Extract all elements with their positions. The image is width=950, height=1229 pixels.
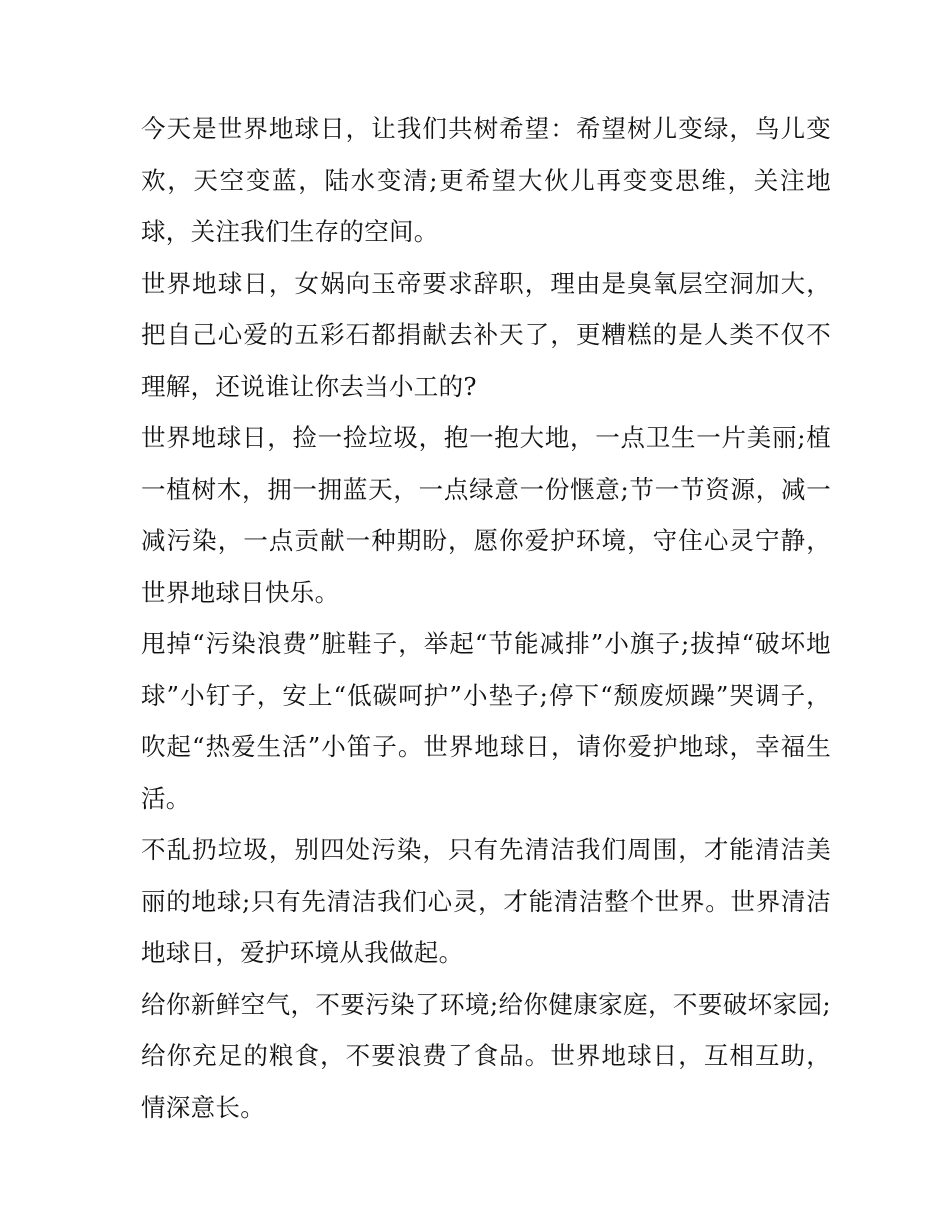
paragraph-5: 不乱扔垃圾，别四处污染，只有先清洁我们周围，才能清洁美丽的地球;只有先清洁我们心灵，才能清洁整个世界。世界清洁地球日，爱护环境从我做起。	[141, 835, 831, 967]
paragraph-3: 世界地球日，捡一捡垃圾，抱一抱大地，一点卫生一片美丽;植一植树木，拥一拥蓝天，一点绿意一份惬意;节一节资源，减一减污染，一点贡献一种期盼，愿你爱护环境，守住心灵宁静，世界地球日快乐。	[141, 423, 831, 607]
paragraph-2: 世界地球日，女娲向玉帝要求辞职，理由是臭氧层空洞加大，把自己心爱的五彩石都捐献去补天了，更糟糕的是人类不仅不理解，还说谁让你去当小工的?	[141, 268, 831, 401]
paragraph-1: 今天是世界地球日，让我们共树希望：希望树儿变绿，鸟儿变欢，天空变蓝，陆水变清;更希望大伙儿再变变思维，关注地球，关注我们生存的空间。	[141, 114, 831, 246]
document-body	[141, 103, 831, 1133]
paragraph-4: 甩掉“污染浪费”脏鞋子，举起“节能减排”小旗子;拔掉“破坏地球”小钉子，安上“低碳呵护”小垫子;停下“颓废烦躁”哭调子，吹起“热爱生活”小笛子。世界地球日，请你爱护地球，幸福生活。	[141, 629, 831, 813]
paragraph-6: 给你新鲜空气，不要污染了环境;给你健康家庭，不要破坏家园;给你充足的粮食，不要浪费了食品。世界地球日，互相互助，情深意长。	[141, 989, 831, 1122]
